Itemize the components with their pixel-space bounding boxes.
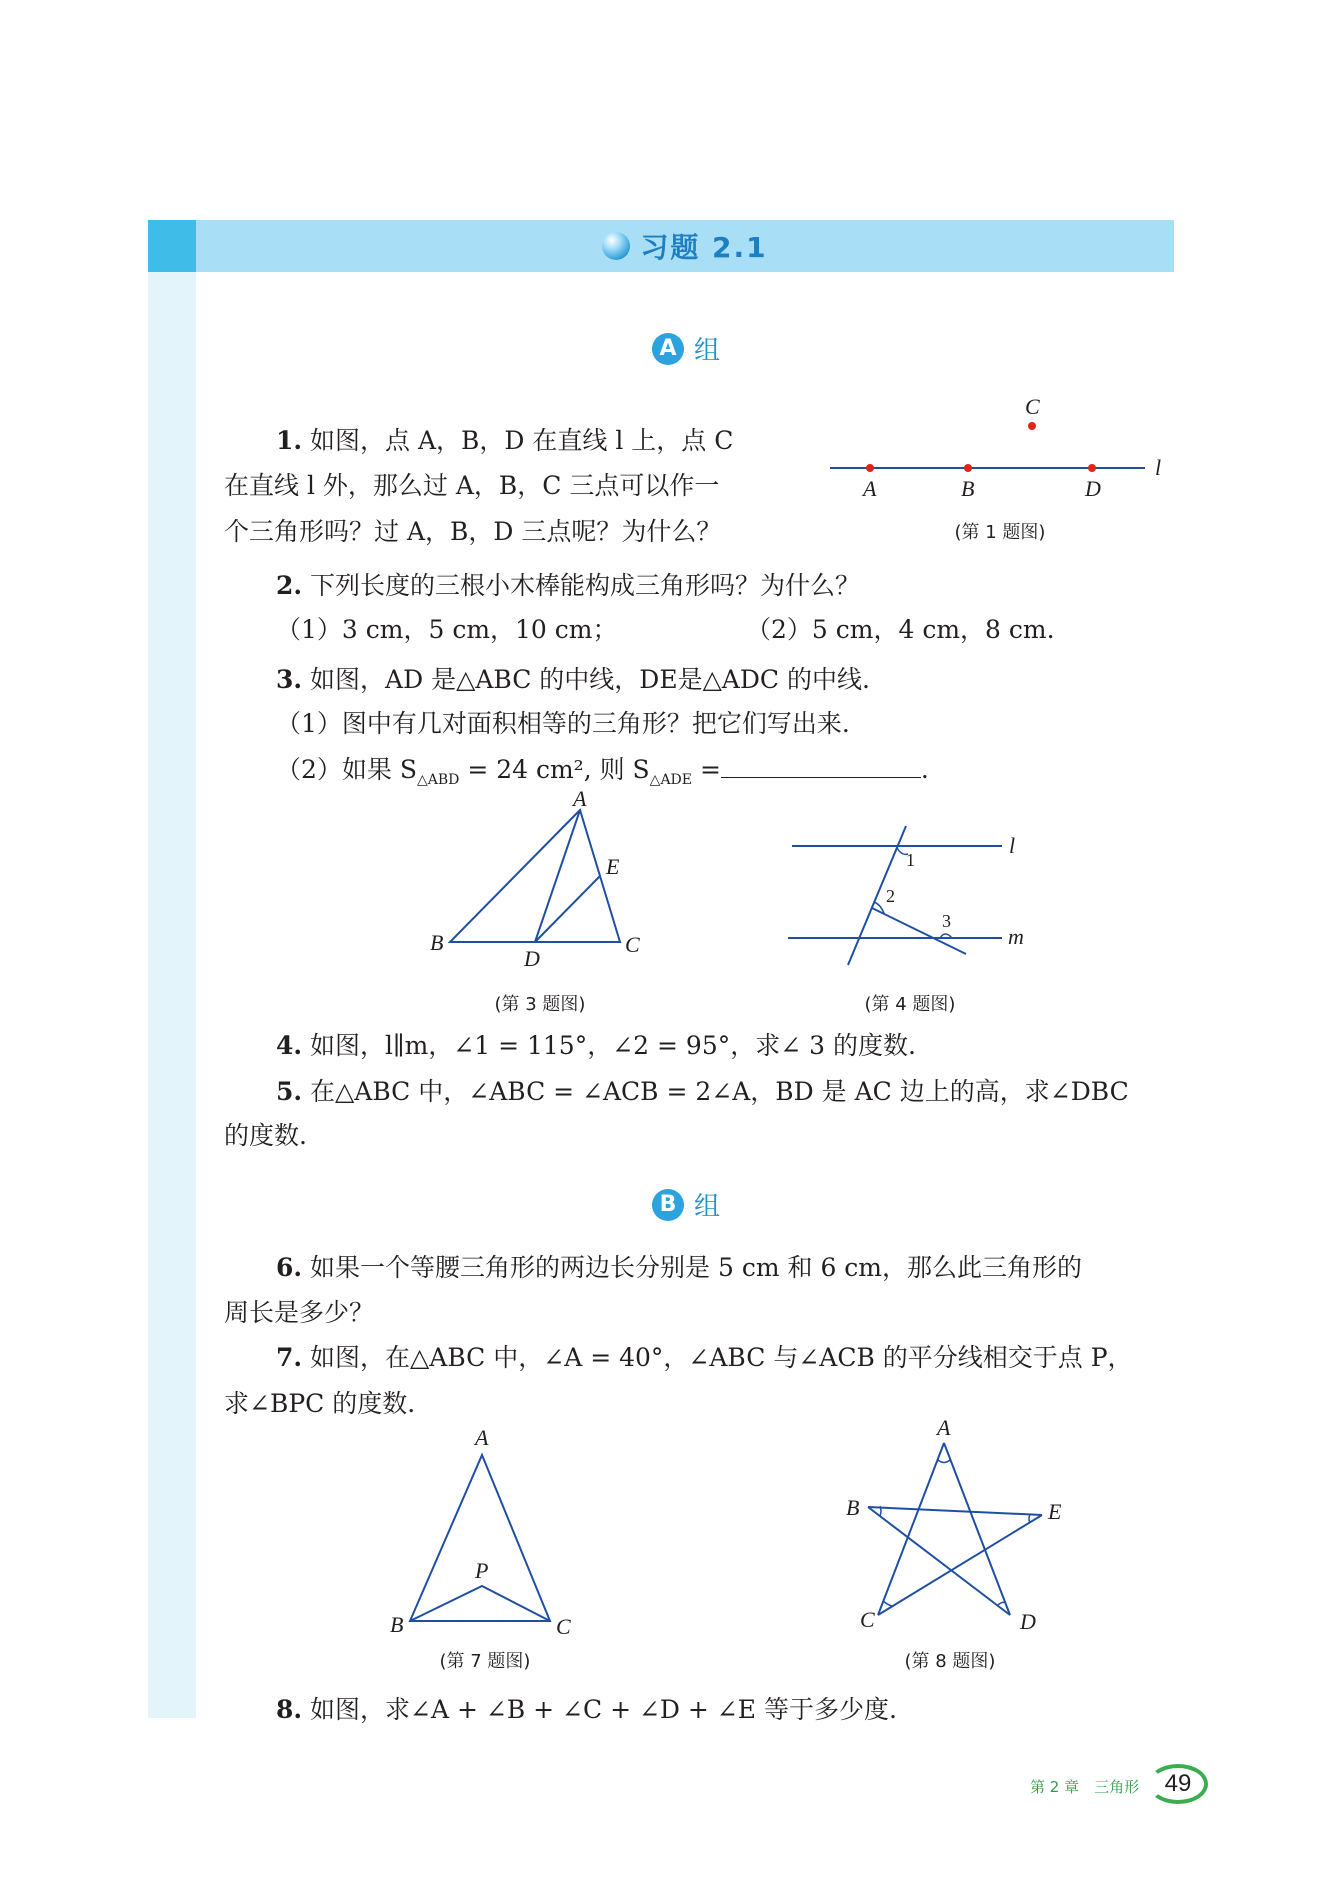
question-8	[276, 1694, 897, 1726]
label-a: A	[573, 790, 587, 811]
question-number: 1.	[276, 426, 303, 455]
subscript-ade: △ADE	[649, 772, 692, 788]
group-a-letter: A	[652, 333, 684, 365]
group-b-label: 组	[694, 1192, 721, 1222]
label-3: 3	[942, 911, 951, 931]
question-number: 4.	[276, 1031, 303, 1060]
sub2-tail: .	[920, 755, 929, 784]
question-6-line-2: 周长是多少？	[224, 1298, 375, 1327]
question-text: 如图，在△ABC 中，∠A = 40°，∠ABC 与∠ACB 的平分线相交于点 P，	[302, 1343, 1133, 1372]
question-number: 3.	[276, 665, 303, 694]
label-e: E	[1048, 1499, 1062, 1524]
segment-ec	[878, 1515, 1042, 1615]
sub2-end: =	[692, 755, 721, 784]
segment	[872, 908, 966, 954]
label-d: D	[1020, 1609, 1036, 1634]
label-b: B	[846, 1495, 860, 1520]
label-a: A	[863, 476, 877, 501]
left-margin-band	[148, 220, 196, 1718]
figure-3	[420, 790, 660, 970]
angle-c-arc	[883, 1601, 892, 1606]
question-7-line-1	[276, 1342, 1133, 1374]
question-text: 在△ABC 中，∠ABC = ∠ACB = 2∠A，BD 是 AC 边上的高，求∠DBC	[302, 1077, 1129, 1106]
figure-7	[380, 1420, 600, 1640]
question-text: 如图，点 A，B，D 在直线 l 上，点 C	[302, 426, 734, 455]
point-a	[866, 464, 874, 472]
figure-8	[830, 1415, 1070, 1635]
group-a-label: 组	[694, 336, 721, 366]
label-c: C	[556, 1614, 571, 1639]
question-6-line-1	[276, 1252, 1082, 1284]
label-m: m	[1008, 924, 1024, 949]
question-5-line-2: 的度数.	[224, 1121, 307, 1150]
question-2	[276, 570, 860, 602]
label-b: B	[430, 930, 444, 955]
label-d: D	[1085, 476, 1101, 501]
figure-4-caption: (第 4 题图)	[864, 994, 956, 1015]
question-1-line-1	[276, 425, 733, 457]
label-c: C	[860, 1607, 875, 1632]
point-d	[1088, 464, 1096, 472]
label-1: 1	[906, 850, 915, 870]
question-3	[276, 664, 870, 696]
point-b	[964, 464, 972, 472]
segment-be	[868, 1507, 1042, 1515]
subscript-abd: △ABD	[416, 772, 460, 788]
label-c: C	[625, 932, 640, 957]
label-a: A	[475, 1425, 489, 1450]
median-de	[535, 876, 600, 942]
label-d: D	[524, 946, 540, 970]
figure-1	[820, 395, 1180, 505]
exercise-header	[196, 220, 1174, 272]
figure-4	[780, 820, 1060, 980]
question-5-line-1	[276, 1076, 1129, 1108]
label-b: B	[390, 1612, 404, 1637]
figure-3-caption: (第 3 题图)	[494, 994, 586, 1015]
question-1-line-3: 个三角形吗？过 A，B，D 三点呢？为什么？	[224, 517, 722, 546]
globe-icon	[602, 232, 630, 260]
angle-e-arc	[1029, 1514, 1030, 1523]
figure-8-caption: (第 8 题图)	[904, 1651, 996, 1672]
label-l: l	[1009, 833, 1016, 858]
group-b-heading	[652, 1186, 720, 1223]
sub2-mid: = 24 cm², 则 S	[459, 755, 650, 784]
median-ad	[535, 810, 580, 942]
triangle-abc	[450, 810, 620, 942]
bisectors	[410, 1586, 550, 1621]
header-tab	[148, 220, 196, 272]
point-c	[1028, 422, 1036, 430]
question-3-sub-1: （1）图中有几对面积相等的三角形？把它们写出来.	[276, 709, 850, 738]
question-2-option-1: （1）3 cm，5 cm，10 cm；	[276, 615, 618, 644]
question-number: 6.	[276, 1253, 303, 1282]
question-text: 如图，l∥m，∠1 = 115°，∠2 = 95°，求∠ 3 的度数.	[302, 1031, 916, 1060]
label-a: A	[937, 1415, 951, 1440]
group-a-heading	[652, 330, 720, 367]
angle-b-arc	[880, 1506, 881, 1516]
question-text: 下列长度的三根小木棒能构成三角形吗？为什么？	[302, 571, 861, 600]
question-text: 如果一个等腰三角形的两边长分别是 5 cm 和 6 cm，那么此三角形的	[302, 1253, 1083, 1282]
sub2-prefix: （2）如果 S	[276, 755, 417, 784]
figure-7-caption: (第 7 题图)	[439, 1651, 531, 1672]
question-number: 7.	[276, 1343, 303, 1372]
label-2: 2	[886, 886, 895, 906]
figure-1-caption: (第 1 题图)	[954, 522, 1046, 543]
question-number: 8.	[276, 1695, 303, 1724]
question-7-line-2: 求∠BPC 的度数.	[224, 1389, 416, 1418]
question-number: 2.	[276, 571, 303, 600]
label-l: l	[1155, 455, 1162, 480]
label-b: B	[961, 476, 975, 501]
triangle-abc	[410, 1455, 550, 1621]
question-1-line-2: 在直线 l 外，那么过 A，B，C 三点可以作一	[224, 471, 720, 500]
answer-blank[interactable]	[721, 755, 921, 778]
label-c: C	[1025, 395, 1040, 419]
question-number: 5.	[276, 1077, 303, 1106]
chapter-label: 第 2 章 三角形	[1030, 1778, 1140, 1796]
page-number: 49	[1148, 1764, 1208, 1804]
question-text: 如图，AD 是△ABC 的中线，DE是△ADC 的中线.	[302, 665, 870, 694]
label-e: E	[606, 854, 620, 879]
group-b-letter: B	[652, 1189, 684, 1221]
question-text: 如图，求∠A + ∠B + ∠C + ∠D + ∠E 等于多少度.	[302, 1695, 897, 1724]
label-p: P	[475, 1558, 489, 1583]
question-2-option-2: （2）5 cm，4 cm，8 cm.	[746, 615, 1055, 644]
segment-ac	[878, 1443, 944, 1615]
exercise-title: 习题 2.1	[640, 231, 768, 264]
question-4	[276, 1030, 916, 1062]
angle-a-arc	[938, 1460, 950, 1463]
